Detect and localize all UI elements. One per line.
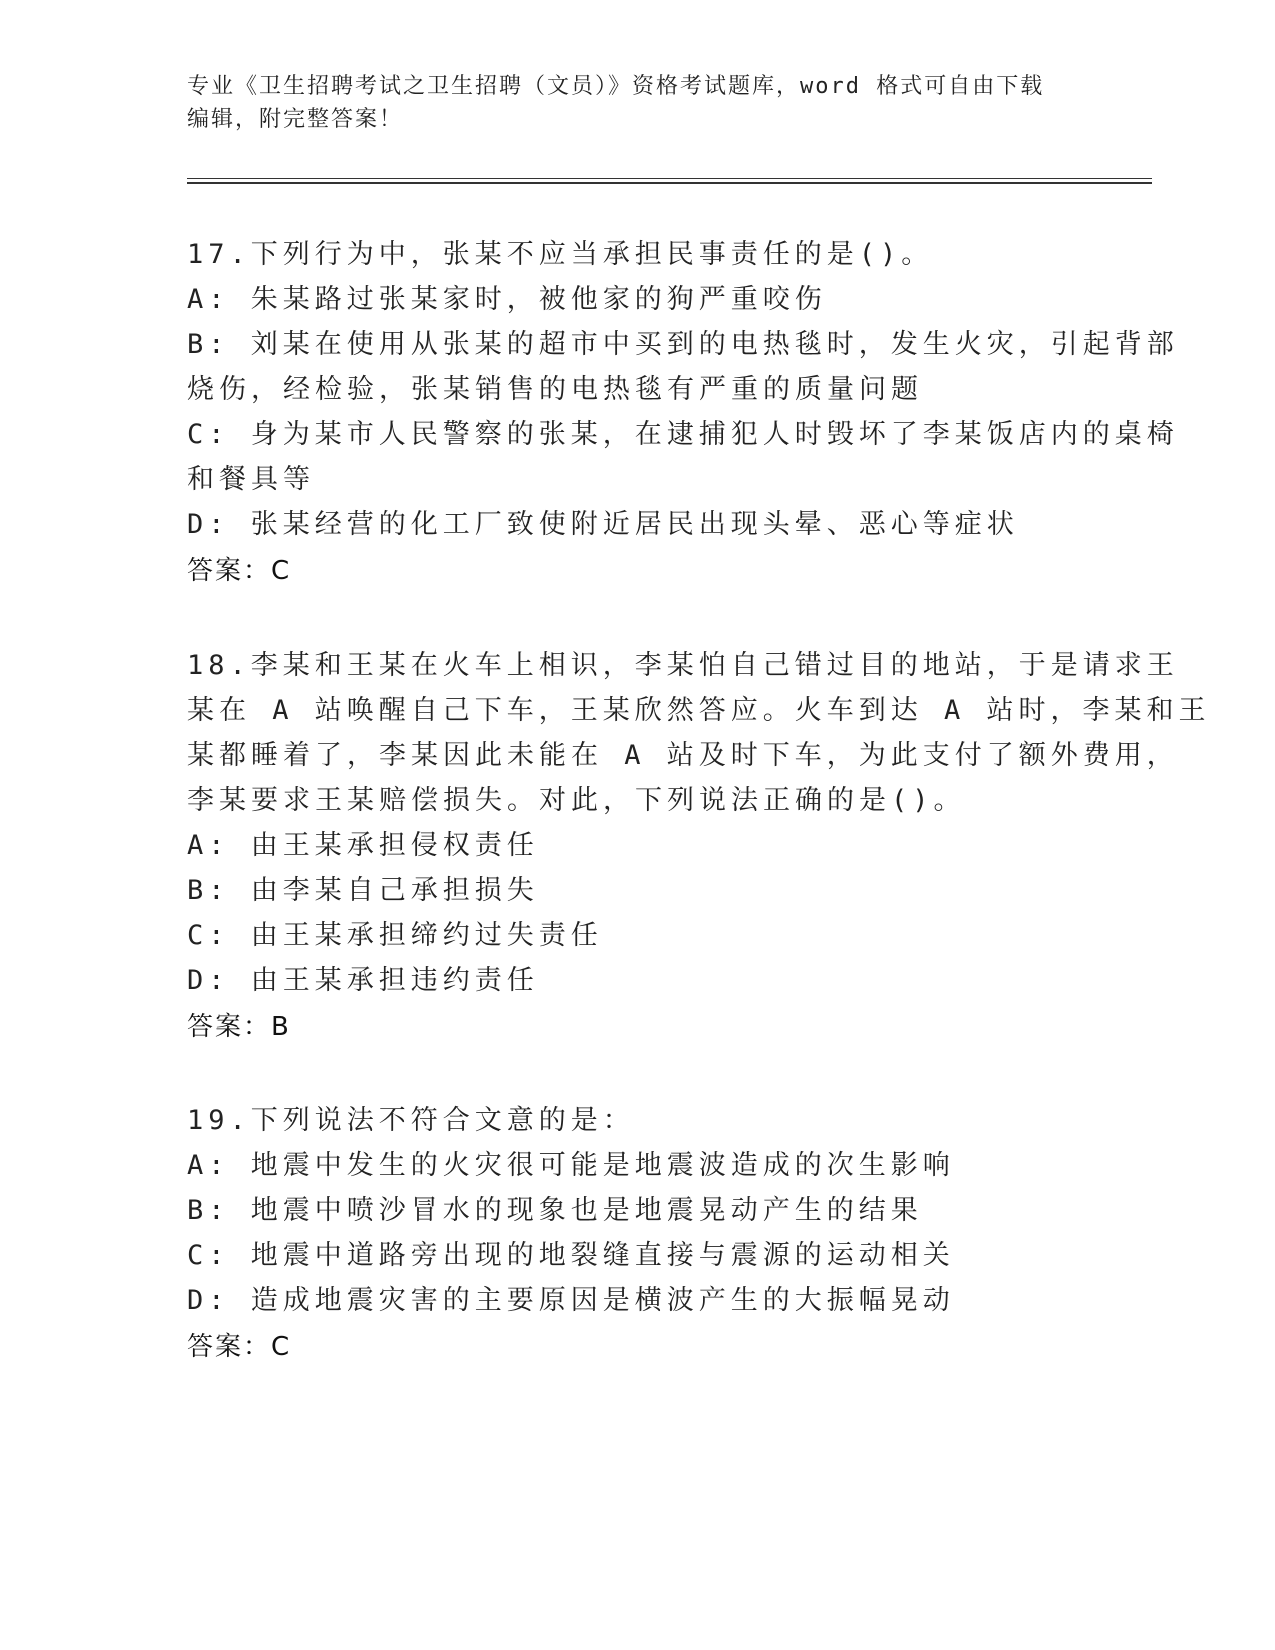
question-stem: 李某要求王某赔偿损失。对此，下列说法正确的是()。 [187,785,966,816]
answer-label: 答案：C [187,1332,292,1362]
option-a: A: 由王某承担侵权责任 [187,830,539,861]
question-stem: 17.下列行为中，张某不应当承担民事责任的是()。 [187,239,934,270]
option-b-continued: 烧伤，经检验，张某销售的电热毯有严重的质量问题 [187,374,923,405]
option-d: D: 由王某承担违约责任 [187,965,539,996]
option-c: C: 身为某市人民警察的张某，在逮捕犯人时毁坏了李某饭店内的桌椅 [187,419,1179,450]
option-a: A: 地震中发生的火灾很可能是地震波造成的次生影响 [187,1150,955,1181]
option-b: B: 刘某在使用从张某的超市中买到的电热毯时，发生火灾，引起背部 [187,329,1179,360]
question-18 [187,643,1211,1050]
option-d: D: 造成地震灾害的主要原因是横波产生的大振幅晃动 [187,1285,955,1316]
question-stem: 19.下列说法不符合文意的是： [187,1105,635,1136]
answer-label: 答案：C [187,556,292,586]
question-stem: 18.李某和王某在火车上相识，李某怕自己错过目的地站，于是请求王 [187,650,1179,681]
question-19 [187,1098,1087,1370]
question-stem: 某在 A 站唤醒自己下车，王某欣然答应。火车到达 A 站时，李某和王 [187,695,1211,726]
header-divider [187,178,1152,184]
option-b: B: 地震中喷沙冒水的现象也是地震晃动产生的结果 [187,1195,923,1226]
header-line: 专业《卫生招聘考试之卫生招聘（文员）》资格考试题库，word 格式可自由下载 [187,74,1045,99]
option-d: D: 张某经营的化工厂致使附近居民出现头晕、恶心等症状 [187,509,1019,540]
answer-label: 答案：B [187,1012,291,1042]
option-a: A: 朱某路过张某家时，被他家的狗严重咬伤 [187,284,827,315]
question-17 [187,232,1179,594]
option-c-continued: 和餐具等 [187,464,315,495]
question-stem: 某都睡着了，李某因此未能在 A 站及时下车，为此支付了额外费用， [187,740,1179,771]
option-c: C: 地震中道路旁出现的地裂缝直接与震源的运动相关 [187,1240,955,1271]
option-c: C: 由王某承担缔约过失责任 [187,920,603,951]
header-line: 编辑，附完整答案！ [187,107,404,132]
option-b: B: 由李某自己承担损失 [187,875,539,906]
document-header [187,70,1067,136]
